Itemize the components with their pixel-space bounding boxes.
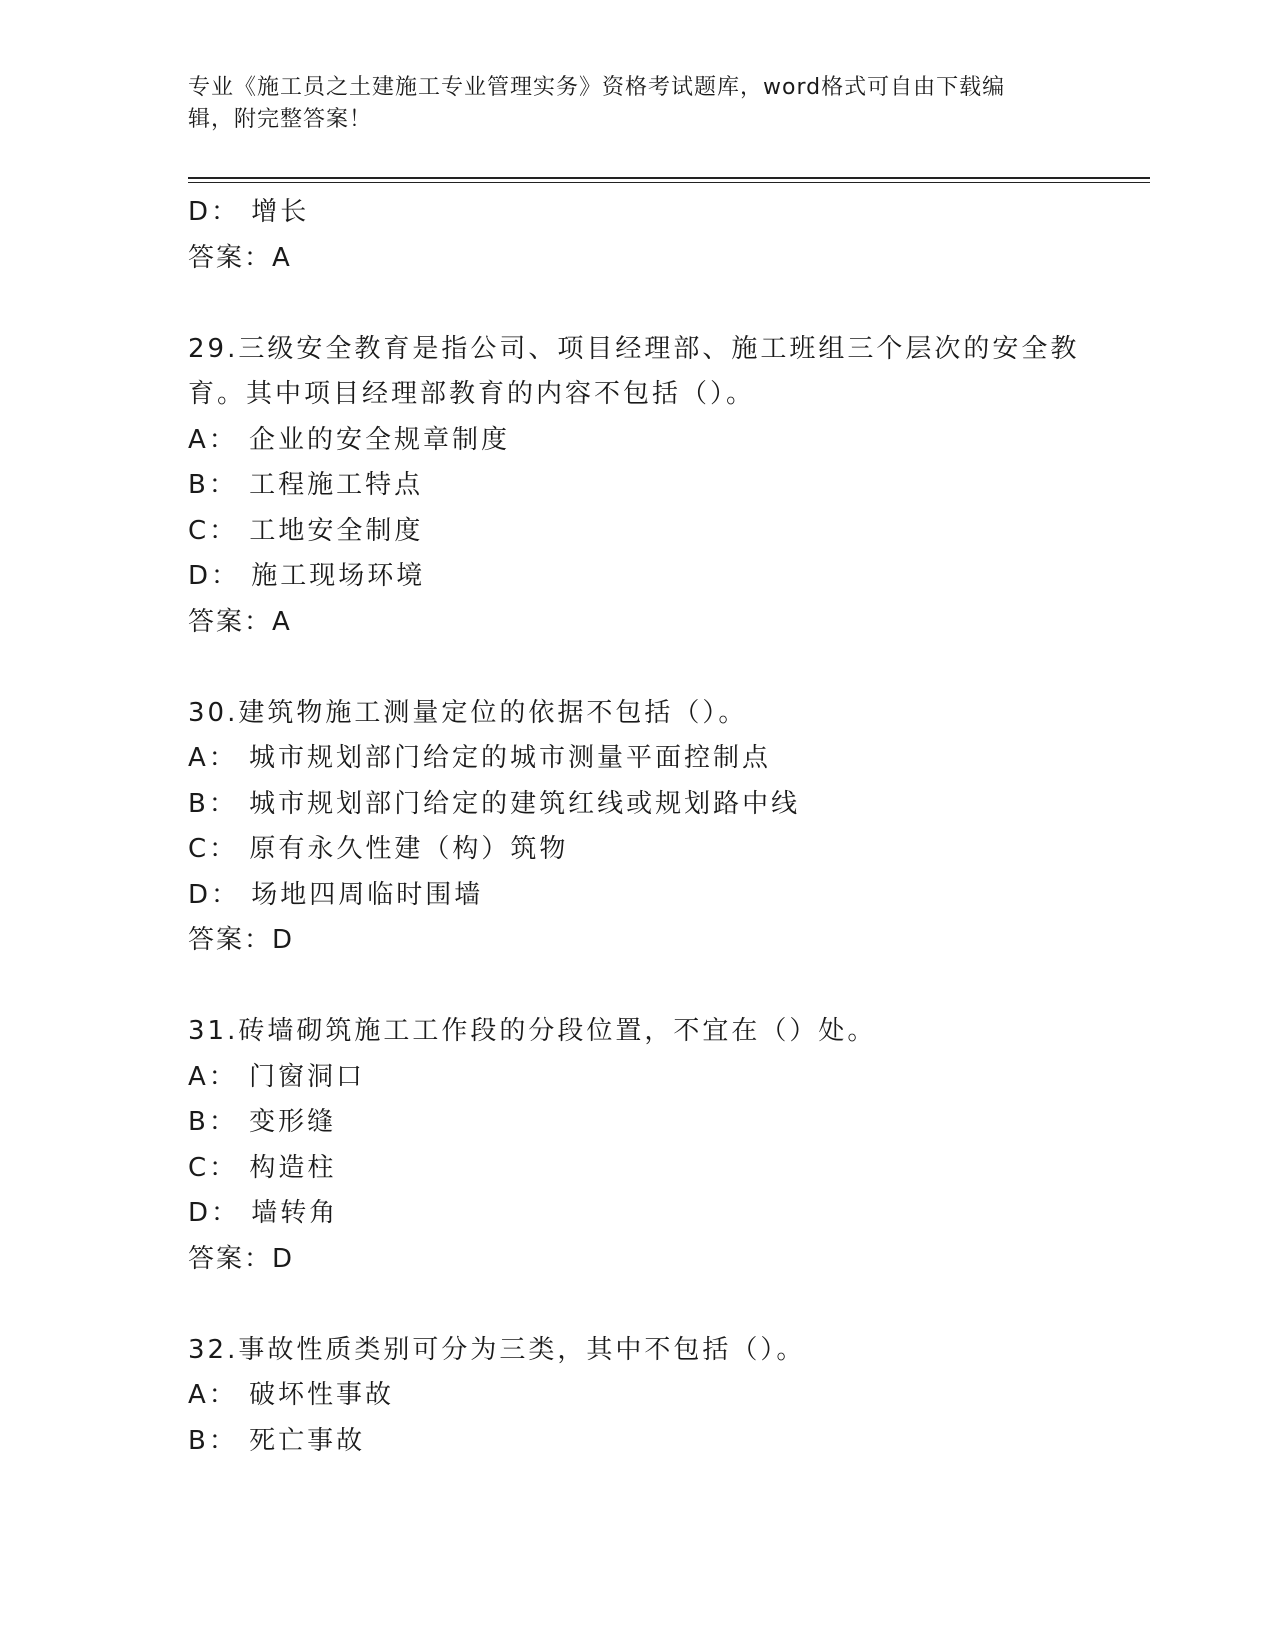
option-d: D： 墙转角	[188, 1198, 339, 1228]
header-divider-thin	[188, 182, 1150, 183]
spacer	[188, 964, 1148, 1010]
option-c: C： 工地安全制度	[188, 515, 424, 546]
answer: 答案：A	[188, 606, 292, 637]
option-b: B： 死亡事故	[188, 1425, 366, 1456]
header-divider-thick	[188, 177, 1150, 179]
option-b: B： 变形缝	[188, 1107, 337, 1137]
spacer	[188, 1282, 1148, 1328]
option-b: B： 城市规划部门给定的建筑红线或规划路中线	[188, 788, 801, 819]
option-d: D： 施工现场环境	[188, 561, 426, 591]
question-28-tail	[188, 190, 1148, 281]
question-30	[188, 691, 1148, 964]
document-header	[188, 72, 1088, 136]
question-stem: 32.事故性质类别可分为三类，其中不包括（）。	[188, 1334, 806, 1365]
option-c: C： 构造柱	[188, 1152, 337, 1183]
option-a: A： 城市规划部门给定的城市测量平面控制点	[188, 743, 772, 773]
answer: 答案：D	[188, 925, 295, 955]
question-stem: 30.建筑物施工测量定位的依据不包括（）。	[188, 697, 748, 728]
answer: 答案：D	[188, 1243, 295, 1274]
question-stem-line-2: 育。其中项目经理部教育的内容不包括（）。	[188, 379, 756, 409]
option-c: C： 原有永久性建（构）筑物	[188, 834, 569, 864]
option-a: A： 门窗洞口	[188, 1061, 366, 1092]
question-29	[188, 327, 1148, 646]
header-line-1: 专业《施工员之土建施工专业管理实务》资格考试题库，word格式可自由下载编	[188, 75, 1006, 100]
option-d: D： 增长	[188, 197, 310, 227]
question-32	[188, 1328, 1148, 1465]
option-b: B： 工程施工特点	[188, 470, 424, 500]
question-stem: 31.砖墙砌筑施工工作段的分段位置，不宜在（）处。	[188, 1016, 877, 1046]
option-a: A： 企业的安全规章制度	[188, 424, 511, 455]
option-a: A： 破坏性事故	[188, 1380, 395, 1410]
option-d: D： 场地四周临时围墙	[188, 879, 484, 910]
spacer	[188, 281, 1148, 327]
spacer	[188, 645, 1148, 691]
question-list	[188, 190, 1148, 1464]
header-line-2: 辑，附完整答案！	[188, 107, 373, 132]
answer: 答案：A	[188, 242, 292, 273]
question-31	[188, 1009, 1148, 1282]
question-stem-line-1: 29.三级安全教育是指公司、项目经理部、施工班组三个层次的安全教	[188, 333, 1080, 364]
